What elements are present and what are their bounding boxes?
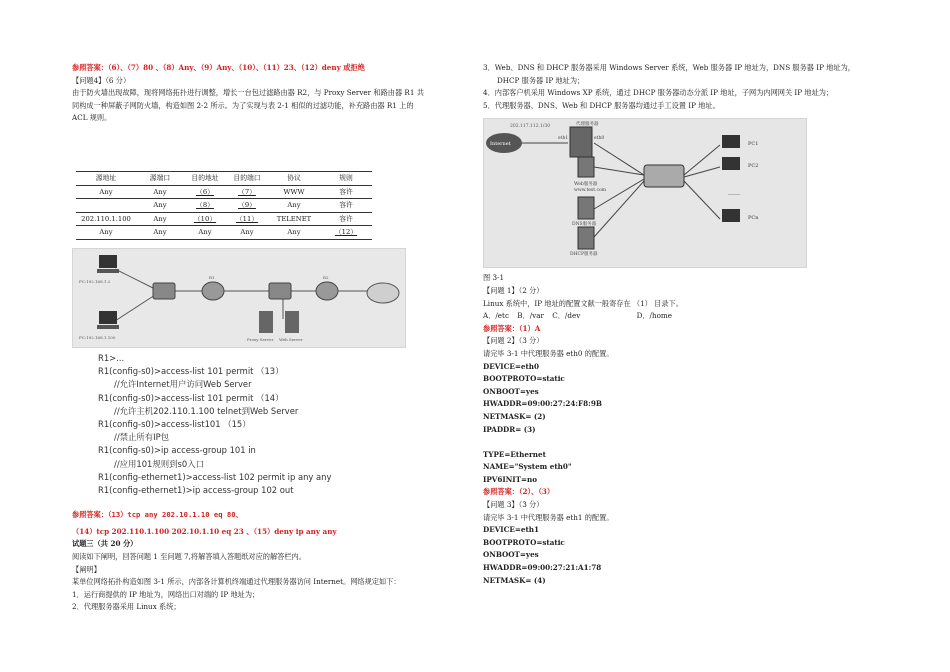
table-header: 规则 xyxy=(320,171,372,185)
code-line: R1(config-ethernet1)>access-list 102 permit ip any any xyxy=(98,471,332,482)
table-header: 目的地址 xyxy=(184,171,226,185)
config-line: NETMASK= (2) xyxy=(483,411,546,421)
question-4-text-1: 由于防火墙出现故障，现将网络拓扑进行调整，增长一台包过滤路由器 R2，与 Proxy Server 和路由器 R1 共 xyxy=(72,88,424,98)
network-diagram xyxy=(484,119,806,267)
question-4-text-2: 同构成一种屏蔽子网防火墙，构造如图 2-2 所示。为了实现与表 2-1 相似的过滤功能，补充路由器 R1 上的 xyxy=(72,100,414,110)
table-cell: （12） xyxy=(320,226,372,240)
table-cell: Any xyxy=(184,226,226,240)
table-cell: Any xyxy=(76,226,136,240)
question-2-title: 【问题 2】（3 分） xyxy=(483,336,544,346)
table-cell: Any xyxy=(136,226,184,240)
description-text: 某单位网络拓扑构造如图 3-1 所示，内部各计算机终端通过代理服务器访问 Internet。网络规定如下： xyxy=(72,577,401,587)
question-3-title: 【问题 3】（3 分） xyxy=(483,500,544,510)
table-cell: 容许 xyxy=(320,185,372,199)
config-line: BOOTPROTO=static xyxy=(483,374,565,384)
table-row xyxy=(76,199,372,213)
right-column xyxy=(483,62,883,587)
list-item: 2．代理服务器采用 Linux 系统； xyxy=(72,602,181,612)
cloud-icon xyxy=(367,283,399,303)
table-cell: 202.110.1.100 xyxy=(76,212,136,226)
question-1-options xyxy=(483,310,883,323)
list-item: 1．运行商提供的 IP 地址为，网络出口对端的 IP 地址为； xyxy=(72,589,260,599)
router-label: R1 xyxy=(209,274,215,280)
table-cell: 容许 xyxy=(320,212,372,226)
table-cell: （9） xyxy=(226,199,268,213)
network-figure-3-1 xyxy=(483,118,807,268)
list-item: DHCP 服务器 IP 地址为； xyxy=(497,75,585,85)
code-comment: //禁止所有IP包 xyxy=(114,432,170,443)
proxy-label: 代理服务器 xyxy=(576,122,599,128)
table-header: 目的端口 xyxy=(226,171,268,185)
table-cell: （11） xyxy=(226,212,268,226)
description-title: 【阐明】 xyxy=(72,564,101,574)
config-line: DEVICE=eth0 xyxy=(483,361,539,371)
switch-icon xyxy=(644,165,684,187)
code-comment: //允许Internet用户访问Web Server xyxy=(114,379,252,390)
answer-line: 参照答案：（6）、（7）80 、（8）Any、（9）Any、（10）、（11）23、（12）deny 或拒绝 xyxy=(72,63,365,72)
list-item: 5．代理服务器、DNS、Web 和 DHCP 服务器均通过手工设置 IP 地址。 xyxy=(483,100,720,110)
option-b: B．/var xyxy=(517,311,544,321)
pcn-label: PCn xyxy=(748,215,759,222)
table-cell: Any xyxy=(268,226,320,240)
table-cell: （7） xyxy=(226,185,268,199)
eth1-label: eth1 xyxy=(558,136,569,142)
config-line: ONBOOT=yes xyxy=(483,550,539,560)
internet-label: Internet xyxy=(490,141,511,148)
code-line: R1(config-s0)>access-list101 （15） xyxy=(98,418,251,429)
list-item: 4．内部客户机采用 Windows XP 系统，通过 DHCP 服务器动态分派 IP 地址，子网为内网网关 IP 地址为； xyxy=(483,88,834,98)
config-line: IPADDR= (3) xyxy=(483,424,536,434)
config-line: NAME="System eth0" xyxy=(483,462,572,472)
question-2-text: 请完毕 3-1 中代理服务器 eth0 的配置。 xyxy=(483,348,614,358)
router-icon xyxy=(202,282,224,300)
table-cell: （10） xyxy=(184,212,226,226)
config-line xyxy=(483,436,883,449)
config-line: HWADDR=09:00:27:24:F8:9B xyxy=(483,399,602,409)
answer-line: （14）tcp 202.110.1.100 202.10.1.10 eq 23 、（15）deny ip any any xyxy=(72,526,337,536)
code-comment: //允许主机202.110.1.100 telnet到Web Server xyxy=(114,405,299,416)
table-cell: Any xyxy=(136,212,184,226)
eth0-label: eth0 xyxy=(594,136,605,142)
table-header-row xyxy=(76,171,372,185)
table-cell: WWW xyxy=(268,185,320,199)
table-header: 协议 xyxy=(268,171,320,185)
table-cell: （8） xyxy=(184,199,226,213)
answer-line: 参照答案：（13）tcp any 202.10.1.10 eq 80、 xyxy=(72,510,243,520)
switch-icon xyxy=(153,283,175,299)
config-line: IPV6INIT=no xyxy=(483,474,538,484)
web-url-label: www.test.com xyxy=(574,188,606,194)
question-3-text: 阅读如下阐明，回答问题 1 至问题 7,将解答填入答题纸对应的解答栏内。 xyxy=(72,551,306,561)
question-3-text: 请完毕 3-1 中代理服务器 eth1 的配置。 xyxy=(483,512,614,522)
pc-icon xyxy=(97,255,119,273)
config-line: HWADDR=09:00:27:21:A1:78 xyxy=(483,563,602,573)
pc1-label: PC1 xyxy=(748,141,759,148)
dns-label: DNS服务器 xyxy=(572,222,597,228)
table-row xyxy=(76,226,372,240)
table-cell: Any xyxy=(76,185,136,199)
code-line: R1(config-s0)>access-list 101 permit （13） xyxy=(98,366,284,377)
dhcp-label: DHCP服务器 xyxy=(570,252,598,258)
question-1-title: 【问题 1】（2 分） xyxy=(483,285,544,295)
question-4-text-3: ACL 规则。 xyxy=(72,113,112,123)
answer-line: 参照答案：（1）A xyxy=(483,323,541,333)
figure-caption: 图 3-1 xyxy=(483,273,505,283)
code-comment: //应用101规则到s0入口 xyxy=(114,458,204,469)
acl-table xyxy=(76,171,372,240)
table-cell: Any xyxy=(136,185,184,199)
ip-label: 202.117.112.1/30 xyxy=(510,124,551,130)
table-row xyxy=(76,185,372,199)
option-d: D．/home xyxy=(636,311,672,321)
table-header: 源端口 xyxy=(136,171,184,185)
left-column xyxy=(72,62,464,614)
code-line: R1(config-ethernet1)>ip access-group 102 out xyxy=(98,484,294,495)
config-line: DEVICE=eth1 xyxy=(483,525,539,535)
network-figure-2-2 xyxy=(72,248,406,348)
acl-config-code xyxy=(98,352,464,497)
dots-label: …… xyxy=(728,190,740,198)
code-line: R1>... xyxy=(98,352,125,363)
web-label: Web服务器 xyxy=(574,182,598,188)
router-icon xyxy=(316,282,338,300)
table-cell: Any xyxy=(136,199,184,213)
code-line: R1(config-s0)>access-list 101 permit （14） xyxy=(98,392,284,403)
config-line: BOOTPROTO=static xyxy=(483,537,565,547)
router-label: R2 xyxy=(323,274,329,280)
pc-icon xyxy=(97,311,119,329)
pc-label: PC:192.168.1.2 xyxy=(79,278,111,284)
config-line: NETMASK= (4) xyxy=(483,575,546,585)
network-diagram xyxy=(73,249,405,347)
pc2-label: PC2 xyxy=(748,163,759,170)
question-4-title: 【问题4】（6 分） xyxy=(72,75,131,85)
server-label: Proxy Server xyxy=(247,336,274,342)
code-line: R1(config-s0)>ip access-group 101 in xyxy=(98,445,256,456)
list-item: 3．Web、DNS 和 DHCP 服务器采用 Windows Server 系统，Web 服务器 IP 地址为，DNS 服务器 IP 地址为， xyxy=(483,63,855,72)
answer-line: 参照答案：（2）、（3） xyxy=(483,487,555,497)
table-cell: Any xyxy=(268,199,320,213)
table-header: 源地址 xyxy=(76,171,136,185)
table-cell: 容许 xyxy=(320,199,372,213)
table-cell: （6） xyxy=(184,185,226,199)
config-line: TYPE=Ethernet xyxy=(483,449,546,459)
table-cell xyxy=(76,199,136,213)
table-cell: TELENET xyxy=(268,212,320,226)
question-1-text: Linux 系统中，IP 地址的配置文献一般寄存在 （1） 目录下。 xyxy=(483,298,683,308)
table-cell: Any xyxy=(226,226,268,240)
option-c: C．/dev xyxy=(552,311,581,321)
switch-icon xyxy=(269,283,291,299)
pc-label: PC:192.168.1.100 xyxy=(79,334,116,340)
table-row xyxy=(76,212,372,226)
question-3-heading: 试题三（共 20 分） xyxy=(72,539,138,549)
option-a: A．/etc xyxy=(483,311,509,321)
server-label: Web Server xyxy=(279,336,303,342)
config-line: ONBOOT=yes xyxy=(483,386,539,396)
